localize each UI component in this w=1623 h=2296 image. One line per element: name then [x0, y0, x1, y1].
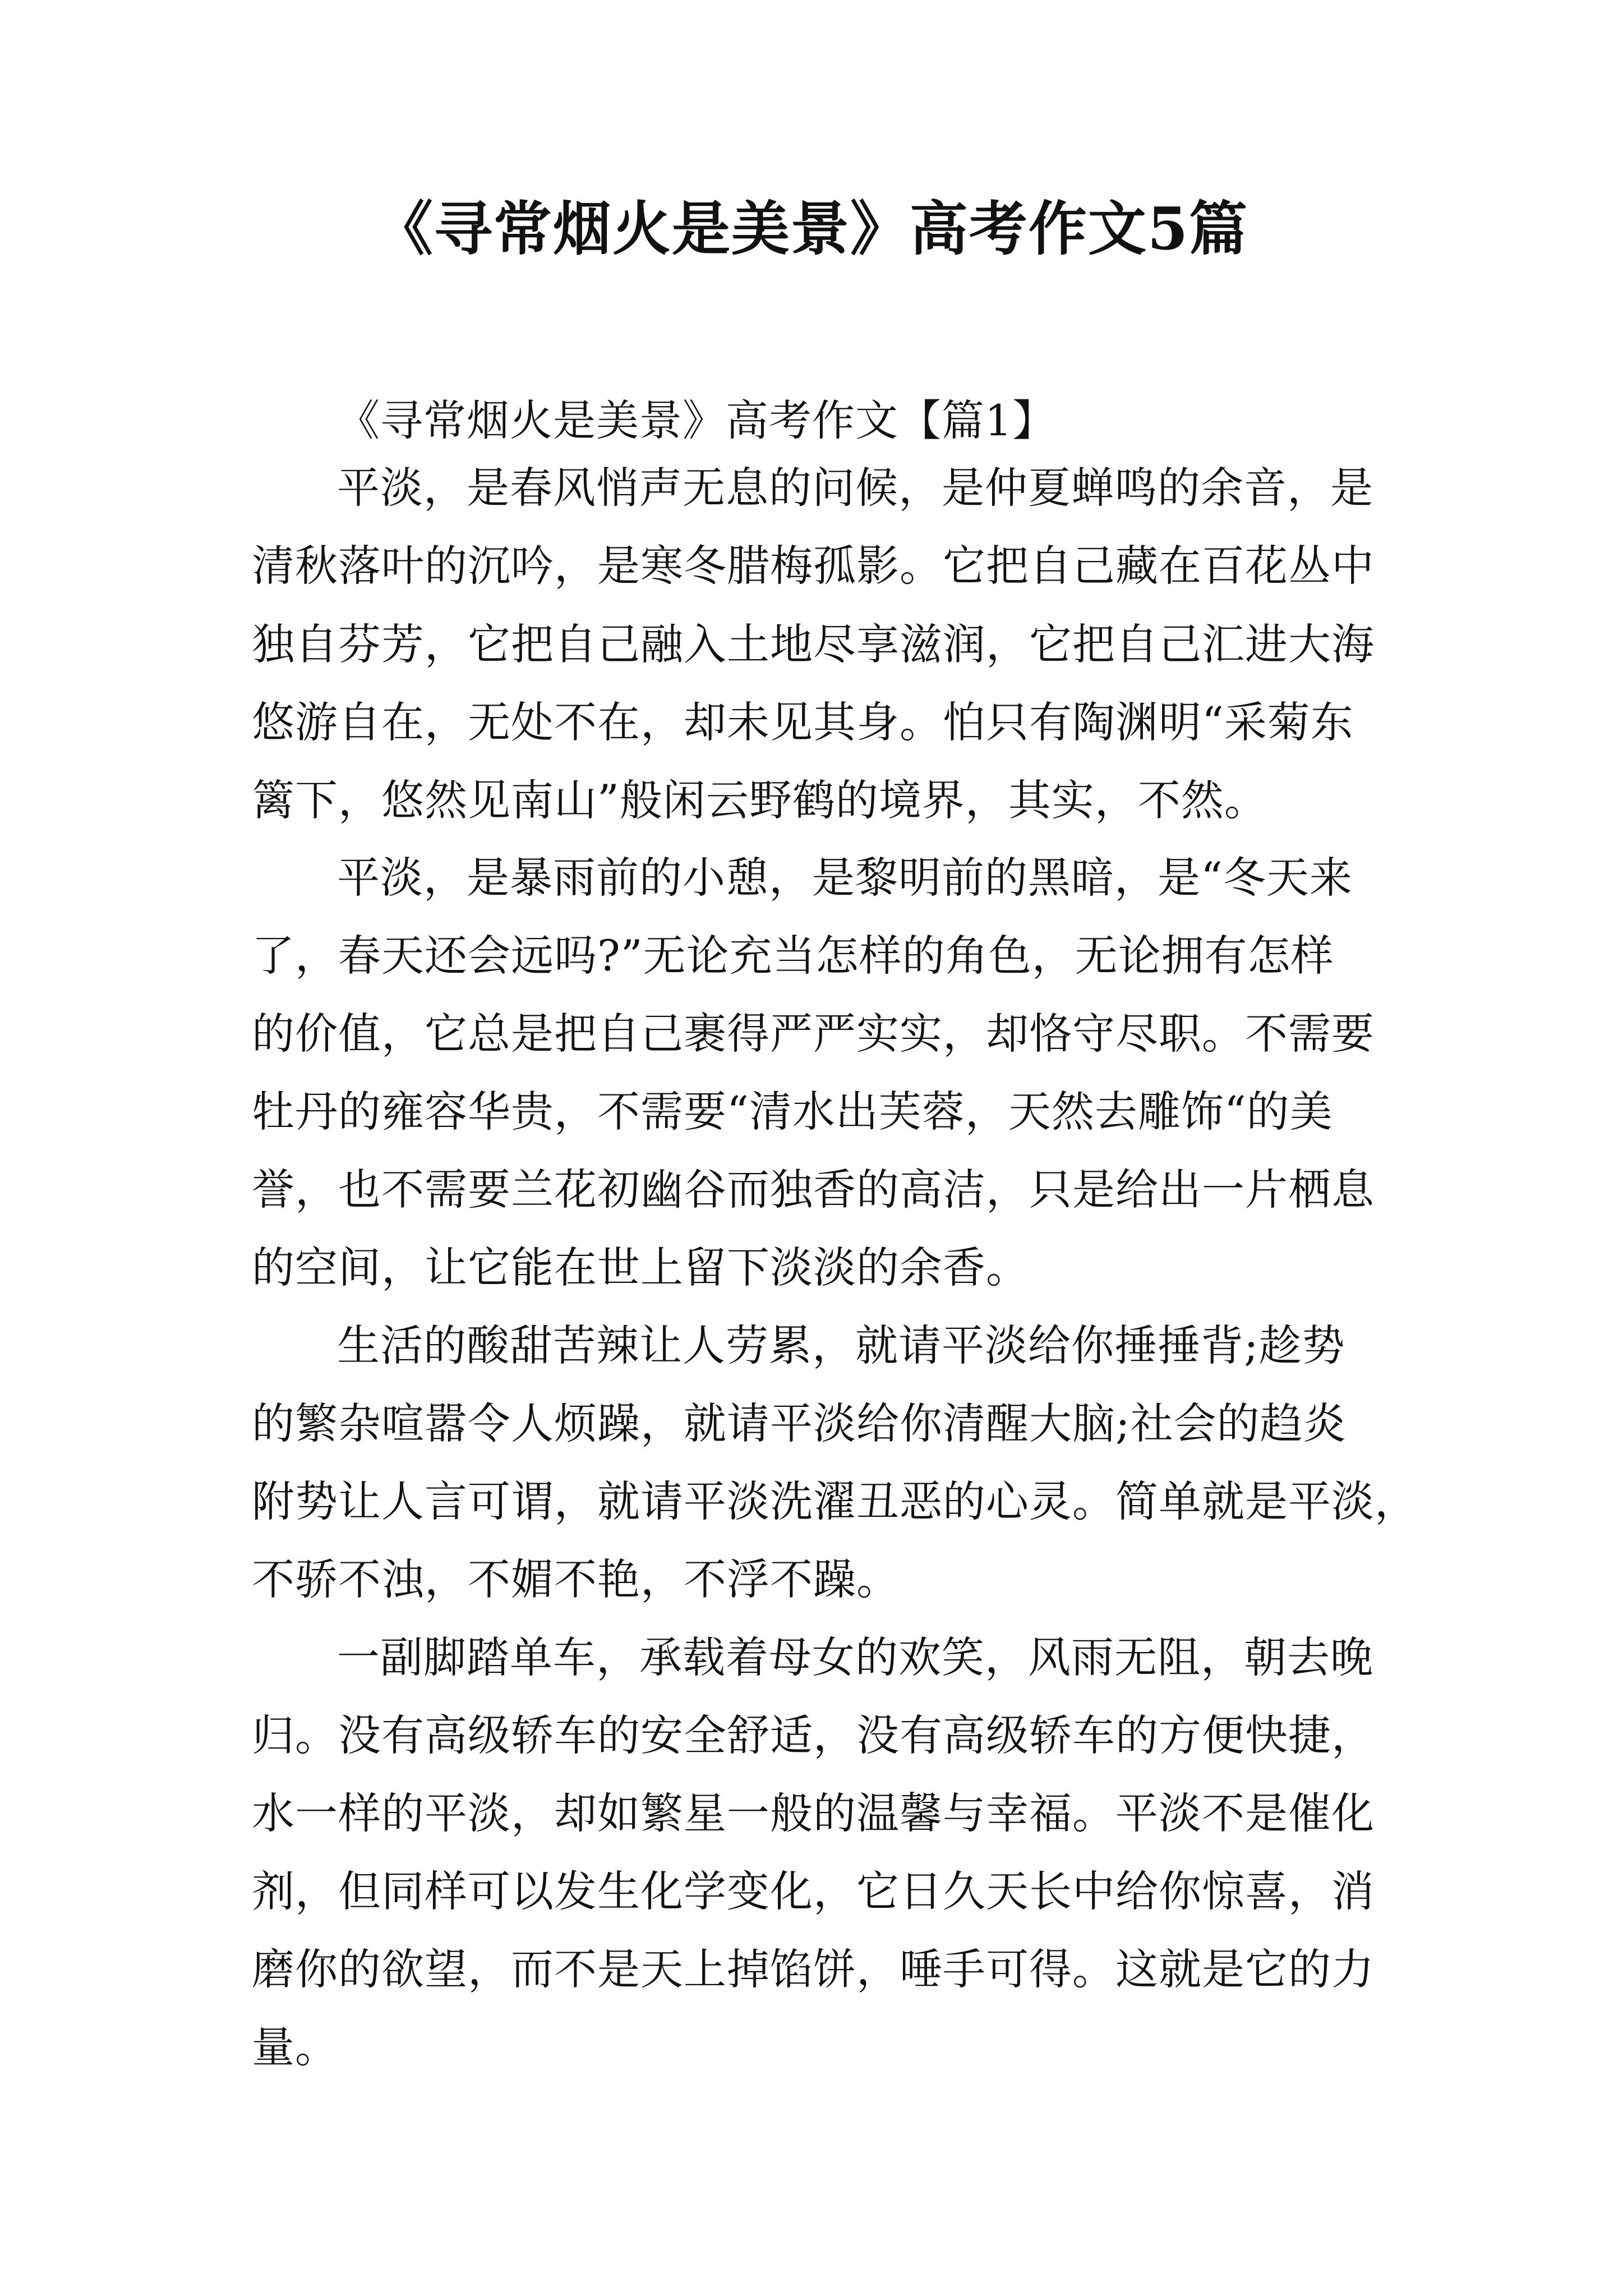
paragraph-4-line-5: 磨你的欲望，而不是天上掉馅饼，唾手可得。这就是它的力	[252, 1944, 1375, 1994]
document-title: 《寻常烟火是美景》高考作文5篇	[374, 194, 1249, 263]
paragraph-4-line-6: 量。	[252, 2022, 338, 2072]
paragraph-1-line-4: 悠游自在，无处不在，却未见其身。怕只有陶渊明“采菊东	[252, 697, 1354, 747]
paragraph-1-line-5: 篱下，悠然见南山”般闲云野鹤的境界，其实，不然。	[252, 775, 1267, 825]
paragraph-1-line-3: 独自芬芳，它把自己融入土地尽享滋润，它把自己汇进大海	[252, 619, 1375, 669]
paragraph-4-line-3: 水一样的平淡，却如繁星一般的温馨与幸福。平淡不是催化	[252, 1788, 1375, 1838]
paragraph-4-line-2: 归。没有高级轿车的安全舒适，没有高级轿车的方便快捷，	[252, 1710, 1375, 1760]
paragraph-2-line-1: 平淡，是暴雨前的小憩，是黎明前的黑暗，是“冬天来	[337, 853, 1353, 903]
paragraph-2-line-3: 的价值，它总是把自己裹得严严实实，却恪守尽职。不需要	[252, 1009, 1375, 1059]
paragraph-2-line-5: 誉，也不需要兰花初幽谷而独香的高洁，只是给出一片栖息	[252, 1165, 1375, 1214]
paragraph-2-line-6: 的空间，让它能在世上留下淡淡的余香。	[252, 1243, 1029, 1292]
paragraph-1-line-1: 平淡，是春风悄声无息的问候，是仲夏蝉鸣的余音，是	[337, 463, 1373, 513]
paragraph-3-line-1: 生活的酸甜苦辣让人劳累，就请平淡给你捶捶背;趁势	[337, 1320, 1345, 1370]
section-heading: 《寻常烟火是美景》高考作文【篇1】	[337, 395, 1056, 445]
paragraph-1-line-2: 清秋落叶的沉吟，是寒冬腊梅孤影。它把自己藏在百花丛中	[252, 541, 1375, 591]
paragraph-4-line-1: 一副脚踏单车，承载着母女的欢笑，风雨无阻，朝去晚	[337, 1632, 1373, 1682]
paragraph-2-line-4: 牡丹的雍容华贵，不需要“清水出芙蓉，天然去雕饰“的美	[252, 1087, 1333, 1137]
paragraph-2-line-2: 了，春天还会远吗?”无论充当怎样的角色，无论拥有怎样	[252, 931, 1334, 981]
paragraph-3-line-3: 附势让人言可谓，就请平淡洗濯丑恶的心灵。简单就是平淡，	[252, 1476, 1418, 1526]
paragraph-4-line-4: 剂，但同样可以发生化学变化，它日久天长中给你惊喜，消	[252, 1866, 1375, 1916]
paragraph-3-line-2: 的繁杂喧嚣令人烦躁，就请平淡给你清醒大脑;社会的趋炎	[252, 1398, 1347, 1448]
paragraph-3-line-4: 不骄不浊，不媚不艳，不浮不躁。	[252, 1554, 900, 1604]
